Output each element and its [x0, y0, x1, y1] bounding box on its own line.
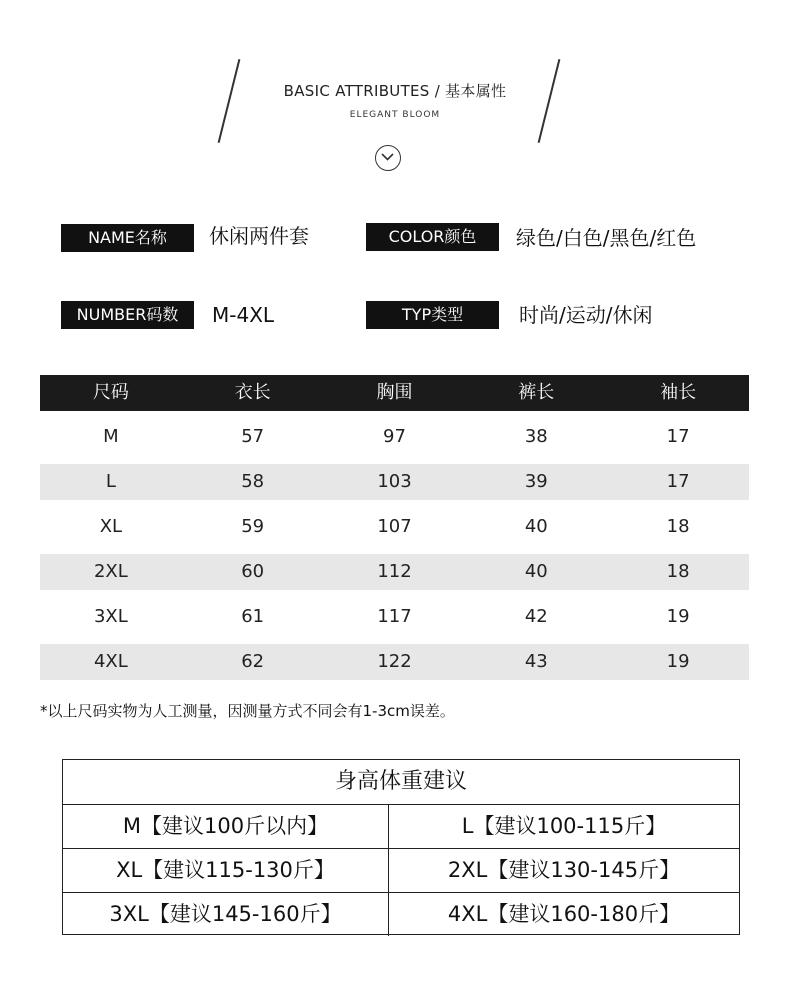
table-cell: L [105, 471, 116, 492]
table-cell: 42 [524, 606, 548, 627]
table-cell: 60 [241, 561, 265, 582]
color-label: COLOR颜色 [366, 223, 499, 251]
table-cell: 117 [377, 606, 412, 627]
recommendation-cell: 2XL【建议130-145斤】 [447, 858, 681, 882]
number-value: M-4XL [212, 303, 275, 327]
section-subtitle: ELEGANT BLOOM [349, 110, 441, 120]
table-cell: 62 [241, 651, 265, 672]
table-cell: 19 [666, 606, 690, 627]
table-row [40, 599, 749, 635]
decorative-slash-right [538, 59, 561, 143]
table-cell: 17 [666, 471, 690, 492]
header-cell-pants-length: 裤长 [518, 382, 555, 403]
table-cell: 61 [241, 606, 265, 627]
color-value: 绿色/白色/黑色/红色 [516, 226, 697, 250]
table-cell: 3XL [93, 606, 128, 627]
type-label: TYP类型 [366, 301, 499, 329]
table-cell: 122 [377, 651, 412, 672]
table-row [40, 419, 749, 455]
table-cell: M [103, 426, 119, 447]
table-cell: 18 [666, 516, 690, 537]
table-cell: XL [99, 516, 123, 537]
chevron-down-icon [375, 145, 401, 171]
recommendation-cell: 4XL【建议160-180斤】 [447, 902, 681, 926]
table-cell: 17 [666, 426, 690, 447]
recommendation-row [63, 849, 739, 893]
size-table-header [40, 375, 749, 411]
table-cell: 43 [524, 651, 548, 672]
table-cell: 57 [241, 426, 265, 447]
type-value: 时尚/运动/休闲 [519, 303, 653, 327]
recommendation-row [63, 893, 739, 936]
table-cell: 58 [241, 471, 265, 492]
table-row [40, 554, 749, 590]
name-label: NAME名称 [61, 224, 194, 252]
recommendation-cell: XL【建议115-130斤】 [63, 849, 389, 892]
header-cell-sleeve: 袖长 [660, 382, 697, 403]
recommendation-cell: M【建议100斤以内】 [63, 805, 389, 848]
table-cell: 97 [383, 426, 406, 447]
table-cell: 40 [524, 561, 548, 582]
table-cell: 103 [377, 471, 412, 492]
header-cell-chest: 胸围 [376, 382, 413, 403]
table-cell: 38 [524, 426, 548, 447]
header-cell-length: 衣长 [234, 382, 271, 403]
recommendation-cell: L【建议100-115斤】 [461, 814, 667, 838]
table-row [40, 644, 749, 680]
table-cell: 2XL [93, 561, 128, 582]
recommendation-row [63, 805, 739, 849]
recommendation-cell: 3XL【建议145-160斤】 [63, 893, 389, 936]
table-cell: 19 [666, 651, 690, 672]
height-weight-recommendation-table [62, 759, 740, 935]
table-cell: 18 [666, 561, 690, 582]
size-table [40, 375, 749, 680]
table-cell: 112 [377, 561, 412, 582]
section-title: BASIC ATTRIBUTES / 基本属性 [283, 82, 507, 100]
table-row [40, 509, 749, 545]
header-cell-size: 尺码 [92, 382, 129, 403]
measurement-note: *以上尺码实物为人工测量，因测量方式不同会有1-3cm误差。 [40, 702, 455, 720]
number-label: NUMBER码数 [61, 301, 194, 329]
table-cell: 4XL [93, 651, 128, 672]
table-cell: 59 [241, 516, 265, 537]
table-cell: 40 [524, 516, 548, 537]
table-cell: 107 [377, 516, 412, 537]
table-cell: 39 [524, 471, 548, 492]
decorative-slash-left [218, 59, 241, 143]
name-value: 休闲两件套 [209, 224, 309, 248]
table-row [40, 464, 749, 500]
recommendation-title: 身高体重建议 [63, 760, 739, 805]
